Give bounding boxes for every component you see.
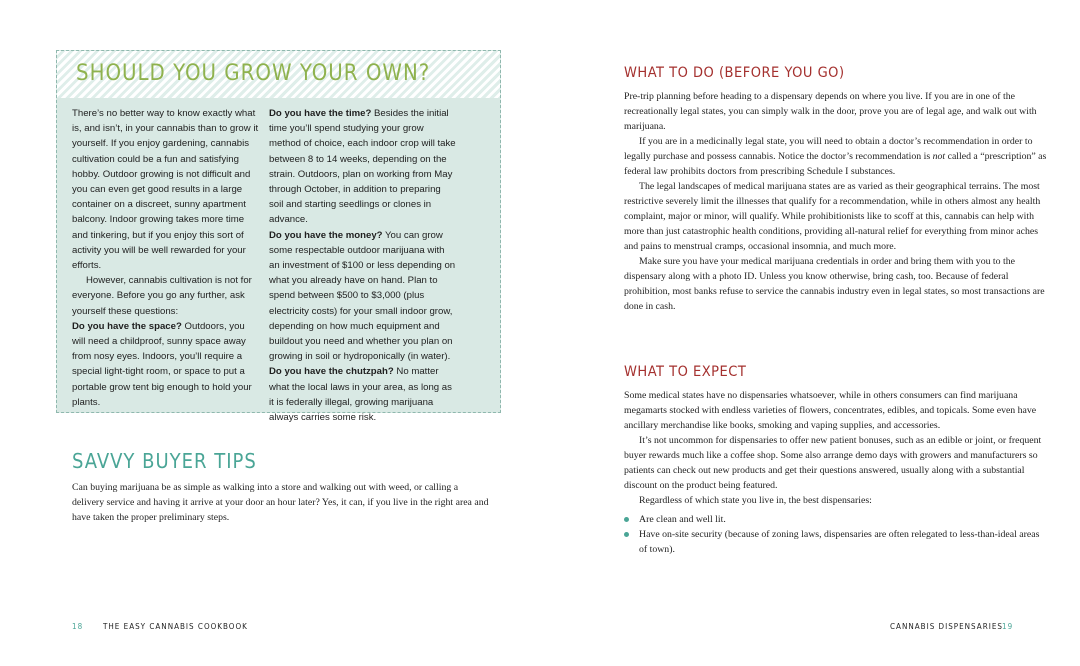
question-label: Do you have the space?	[72, 320, 182, 332]
sidebar-box	[56, 50, 501, 424]
question-text: Besides the initial time you’ll spend studying your grow method of choice, each indoor crop will take between 8 to 14 weeks, depending on the strain. Outdoors, plan on working from May through October, in addition to preparing soil and starting seedlings or clones in advance.	[269, 108, 456, 226]
body-paragraph	[624, 134, 1049, 179]
bullet-dot-icon	[624, 532, 629, 537]
emphasis-text: not	[932, 151, 946, 162]
text-run: If you are in a medicinally legal state, you will need to obtain a doctor’s recommendation in order to legally purchase and possess cannabis. Notice the doctor’s recommendation is	[624, 136, 1033, 162]
sidebar-question	[269, 228, 456, 365]
bullet-text: Are clean and well lit.	[639, 514, 726, 525]
sidebar-question	[269, 364, 456, 425]
sidebar-question	[269, 106, 456, 228]
page-number: 19	[1002, 622, 1014, 631]
savvy-heading: SAVVY BUYER TIPS	[72, 449, 257, 473]
question-label: Do you have the money?	[269, 229, 383, 241]
sidebar-paragraph: However, cannabis cultivation is not for everyone. Before you go any further, ask yourself these questions:	[72, 275, 252, 317]
question-text: Outdoors, you will need a childproof, sunny space away from nosy eyes. Indoors, you’ll require a special light-tight room, or space to put a portable grow tent big enough to hold your plants.	[72, 320, 252, 408]
bullet-text: Have on-site security (because of zoning laws, dispensaries are often relegated to less-than-ideal areas of town).	[639, 529, 1040, 555]
bullet-dot-icon	[624, 517, 629, 522]
body-paragraph: The legal landscapes of medical marijuana states are as varied as their geographical terrains. The most restrictive severely limit the illnesses that qualify for a recommendation, while in others almost any health complaint, major or minor, will qualify. While prohibitionists like to scoff at this, cannabis can help with more than just catastrophic health conditions, providing all-natural relief for everything from minor aches and pains to menstrual cramps, occasional insomnia, and much more.	[624, 181, 1041, 252]
page-number: 18	[72, 622, 84, 631]
question-label: Do you have the time?	[269, 108, 372, 119]
left-page-number	[72, 622, 83, 631]
bullet-item	[624, 527, 1049, 557]
sidebar-column-2	[269, 106, 456, 424]
right-page-number	[1002, 622, 1013, 631]
body-paragraph: Make sure you have your medical marijuana credentials in order and bring them with you to the dispensary along with a photo ID. Unless you know otherwise, bring cash, too. Because of federal prohibition, most banks refuse to service the cannabis industry even in legal states, so most transactions are done in cash.	[624, 256, 1045, 312]
section-heading-before-you-go: WHAT TO DO (BEFORE YOU GO)	[624, 65, 845, 81]
question-text: You can grow some respectable outdoor marijuana with an investment of $100 or less depending on what you already have on hand. Plan to spend between $500 to $3,000 (plus electricity costs) for your small indoor grow, depending on how much equipment and buildout you need and whether you plan on growing in soil or hydroponically (in water).	[269, 229, 456, 363]
section-before-you-go-body	[624, 89, 1049, 314]
question-text: No matter what the local laws in your area, as long as it is federally illegal, growing marijuana always carries some risk.	[269, 366, 452, 424]
body-paragraph: Some medical states have no dispensaries whatsoever, while in others consumers can find marijuana megamarts stocked with endless varieties of flowers, concentrates, edibles, and topicals. Some even have ancillary merchandise like books, smoking and vaping supplies, and accessories.	[624, 390, 1037, 431]
bullet-list	[624, 512, 1049, 557]
section-heading-what-to-expect: WHAT TO EXPECT	[624, 364, 747, 380]
right-page	[540, 0, 1080, 666]
sidebar-title: SHOULD YOU GROW YOUR OWN?	[76, 61, 431, 86]
body-paragraph: Regardless of which state you live in, the best dispensaries:	[639, 495, 872, 506]
question-label: Do you have the chutzpah?	[269, 366, 394, 378]
book-title-footer: THE EASY CANNABIS COOKBOOK	[103, 622, 248, 631]
body-paragraph: Pre-trip planning before heading to a dispensary depends on where you live. If you are in one of the recreationally legal states, you can simply walk in the door, prove you are of legal age, and walk out with marijuana.	[624, 91, 1037, 132]
sidebar-paragraph: There’s no better way to know exactly what is, and isn’t, in your cannabis than to grow it yourself. If you enjoy gardening, cannabis cultivation could be a fun and satisfying hobby. Outdoor growing is not difficult and you can even get good results in a large container on a discreet, sunny apartment balcony. Indoor growing takes more time and tinkering, but if you enjoy this sort of activity you will be well rewarded for your efforts.	[72, 108, 259, 272]
sidebar-question	[72, 319, 259, 410]
savvy-paragraph: Can buying marijuana be as simple as walking into a store and walking out with weed, or calling a delivery service and having it arrive at your door an hour later? Yes, it can, if you live in the right area and have taken the proper preliminary steps.	[72, 482, 489, 523]
sidebar-columns	[72, 106, 488, 424]
section-what-to-expect-body	[624, 388, 1049, 557]
text-run: called a “prescription” as federal law prohibits doctors from prescribing Schedule I substances.	[624, 151, 1047, 177]
sidebar-column-1	[72, 106, 259, 408]
bullet-item	[624, 512, 1049, 527]
body-paragraph: It’s not uncommon for dispensaries to offer new patient bonuses, such as an edible or joint, or frequent buyer rewards much like a coffee shop. Some also arrange demo days with growers and manufacturers so patients can check out new products and get their questions answered, usually along with a substantial discount on the product being featured.	[624, 435, 1042, 491]
section-title-footer: CANNABIS DISPENSARIES	[890, 622, 1003, 631]
